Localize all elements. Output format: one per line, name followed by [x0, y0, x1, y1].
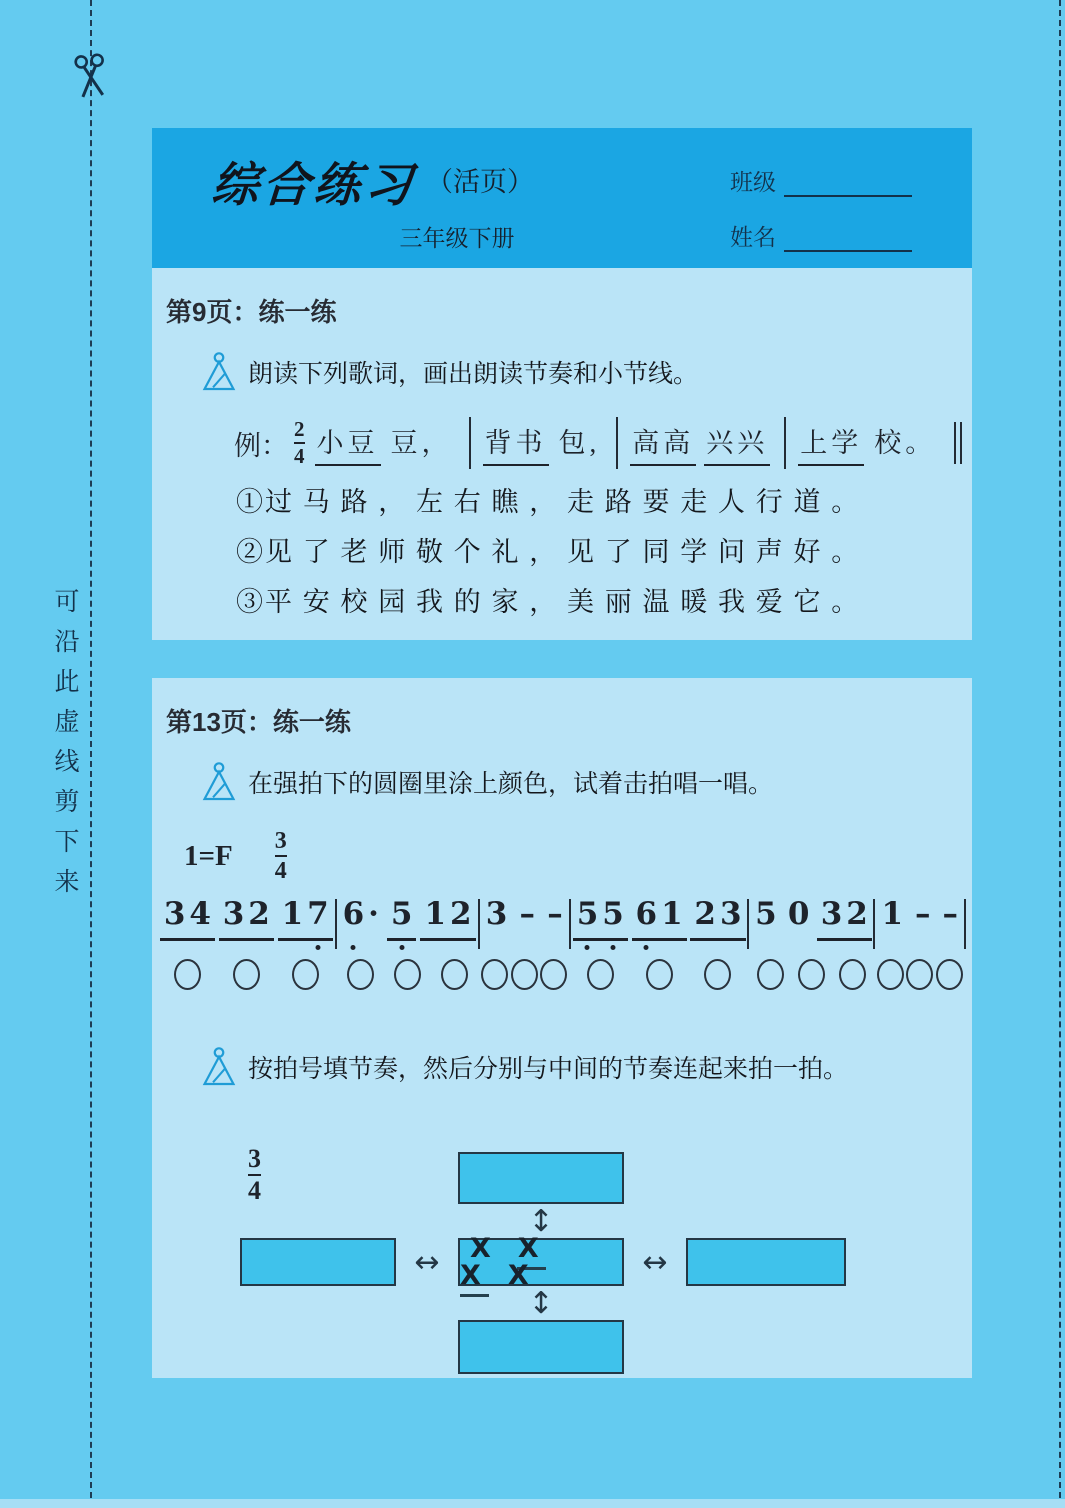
beat: [817, 897, 872, 941]
time-sig-denominator: 4: [248, 1176, 261, 1205]
page-title: 综合练习: [209, 160, 418, 212]
beat-circle[interactable]: [481, 959, 508, 990]
beat: [160, 897, 215, 941]
note: 0: [787, 896, 810, 932]
note: 2: [248, 896, 270, 932]
beat: [939, 897, 963, 941]
notes-row: [337, 897, 478, 949]
class-label: 班级: [730, 170, 776, 195]
beat: [543, 897, 567, 941]
section1-instruction: 朗读下列歌词，画出朗读节奏和小节线。: [248, 361, 699, 388]
note: –: [547, 896, 563, 932]
page-title-suffix: （活页）: [426, 167, 534, 197]
bar-line: [469, 417, 471, 469]
lyric-token: 上学: [798, 421, 864, 466]
time-sig-denominator: 4: [275, 855, 287, 883]
beat-circle[interactable]: [587, 959, 614, 990]
beat: [339, 897, 383, 941]
circles-row: [337, 959, 478, 990]
section2-instruction2-row: [202, 1046, 972, 1088]
rhythm-token: X: [470, 1233, 498, 1264]
beat-circle[interactable]: [646, 959, 673, 990]
lyric-token: 包,: [558, 427, 601, 458]
center-rhythm-tokens: [460, 1235, 622, 1289]
lyric-token: 兴兴: [704, 421, 770, 466]
notes-row: [749, 897, 873, 949]
diagram-grid: [240, 1152, 880, 1374]
triangle-instrument-icon: [202, 1046, 236, 1088]
beat: [482, 897, 512, 941]
circles-row: [571, 959, 748, 990]
rhythm-token: X: [507, 1260, 536, 1291]
note: 3: [485, 896, 508, 932]
triangle-instrument-icon: [202, 351, 236, 393]
rhythm-box-bottom[interactable]: [458, 1320, 624, 1374]
low-octave-dot: [399, 945, 404, 950]
cut-dashed-line: [90, 0, 92, 1508]
section2-instruction2: 按拍号填节奏，然后分别与中间的节奏连起来拍一拍。: [248, 1056, 849, 1083]
rhythm-diagram: [240, 1144, 880, 1374]
lyric-token: 小豆: [315, 421, 381, 466]
example-phrases: [315, 417, 963, 469]
horizontal-arrow-icon: ↔: [642, 1244, 668, 1280]
measure: [158, 897, 335, 990]
note: 6: [341, 897, 367, 933]
note: ·: [368, 896, 379, 932]
horizontal-arrow-icon: ↔: [414, 1244, 440, 1280]
beat: [690, 897, 745, 941]
header-band: [152, 128, 972, 268]
time-sig-numerator: 3: [274, 828, 287, 854]
notes-row: [875, 897, 964, 949]
note: 5: [389, 897, 415, 933]
beat: [573, 897, 628, 941]
beat-circle[interactable]: [936, 959, 963, 990]
page-subtitle: 三年级下册: [399, 226, 515, 251]
beat-circle[interactable]: [877, 959, 904, 990]
lyric-token: 豆，: [390, 427, 453, 458]
cut-dashed-line-right: [1059, 0, 1061, 1508]
section2-instruction1: 在强拍下的圆圈里涂上颜色，试着击拍唱一唱。: [248, 771, 774, 798]
circles-row: [158, 959, 335, 990]
key-row: [184, 829, 972, 883]
time-sig-numerator: 3: [248, 1144, 261, 1173]
measure: [337, 897, 478, 990]
circles-row: [480, 959, 569, 990]
note: 1: [281, 896, 304, 932]
note: 5: [575, 897, 601, 933]
notes-row: [480, 897, 569, 949]
low-octave-dot: [351, 945, 356, 950]
rhythm-box-left[interactable]: [240, 1238, 396, 1286]
beat: [877, 897, 907, 941]
beat-circle[interactable]: [839, 959, 866, 990]
note: 3: [820, 896, 843, 932]
class-field: [730, 164, 912, 197]
beat: [632, 897, 687, 941]
beat-circle[interactable]: [394, 959, 421, 990]
low-octave-dot: [315, 945, 320, 950]
time-sig-numerator: 2: [294, 417, 305, 441]
circles-row: [875, 959, 964, 990]
note: 2: [694, 896, 716, 932]
note: 2: [450, 896, 472, 932]
rhythm-token: X X: [460, 1233, 546, 1297]
time-sig-denominator: 4: [294, 444, 305, 468]
student-fields: [730, 164, 912, 274]
low-octave-dot: [611, 945, 616, 950]
section1-instruction-row: [202, 351, 972, 393]
section-page9: [152, 268, 972, 640]
beat-circle[interactable]: [906, 959, 933, 990]
vertical-arrow-icon: ↕: [528, 1285, 554, 1321]
example-line: [234, 417, 972, 469]
beat-circle[interactable]: [233, 959, 260, 990]
lyric-lines: [236, 480, 972, 619]
final-double-bar-line: [954, 422, 962, 464]
example-time-signature: [294, 419, 305, 467]
bar-line: [784, 417, 786, 469]
lyric-line: ①过 马 路 ， 左 右 瞧 ， 走 路 要 走 人 行 道 。: [236, 487, 861, 517]
low-octave-dot: [644, 945, 649, 950]
triangle-instrument-icon: [202, 761, 236, 803]
name-field: [730, 219, 912, 252]
section2-instruction1-row: [202, 761, 972, 803]
lyric-token: 高高: [630, 421, 696, 466]
note: 1: [661, 896, 683, 932]
note: –: [519, 896, 535, 932]
lyric-token: 校。: [874, 427, 937, 458]
note: 6: [634, 897, 660, 933]
note: 3: [163, 896, 186, 932]
note: 7: [305, 897, 331, 933]
score-notation: [158, 897, 966, 990]
page-bottom-strip: [0, 1499, 1065, 1508]
rhythm-box-top[interactable]: [458, 1152, 624, 1204]
final-bar-line: [964, 899, 966, 949]
beat: [751, 897, 781, 941]
beat-circle[interactable]: [347, 959, 374, 990]
rhythm-box-right[interactable]: [686, 1238, 846, 1286]
beat: [420, 897, 475, 941]
beat: [515, 897, 539, 941]
note: 3: [222, 896, 245, 932]
low-octave-dot: [585, 945, 590, 950]
beat-circle[interactable]: [540, 959, 567, 990]
measure: [480, 897, 569, 990]
beat-circle[interactable]: [174, 959, 201, 990]
note: 1: [424, 896, 447, 932]
beat: [784, 897, 814, 941]
note: 5: [600, 897, 626, 933]
example-label: 例：: [234, 430, 288, 461]
vertical-arrow-icon: ↕: [528, 1203, 554, 1239]
score-time-signature: [275, 829, 287, 883]
cut-instruction-vertical: 可沿此虚线剪下来: [51, 588, 78, 908]
beat-circle[interactable]: [757, 959, 784, 990]
key-signature: 1=F: [184, 839, 233, 872]
section1-heading: 第9页：练一练: [166, 297, 337, 327]
beat-circle[interactable]: [511, 959, 538, 990]
section-page13: [152, 678, 972, 1378]
beat-circle[interactable]: [441, 959, 468, 990]
beat-circle[interactable]: [704, 959, 731, 990]
measure: [749, 897, 873, 990]
note: –: [915, 896, 931, 932]
scissors-icon: [67, 50, 114, 107]
lyric-line: ③平 安 校 园 我 的 家 ， 美 丽 温 暖 我 爱 它 。: [236, 587, 861, 617]
note: 2: [846, 896, 868, 932]
note: 1: [881, 896, 904, 932]
circles-row: [749, 959, 873, 990]
note: 5: [755, 896, 777, 932]
name-label: 姓名: [730, 225, 776, 250]
beat: [911, 897, 935, 941]
beat-circle[interactable]: [798, 959, 825, 990]
class-input-line[interactable]: [784, 173, 912, 197]
note: 3: [719, 896, 742, 932]
beat-circle[interactable]: [292, 959, 319, 990]
measure: [571, 897, 748, 990]
notes-row: [571, 897, 748, 949]
bar-line: [616, 417, 618, 469]
measure: [875, 897, 964, 990]
diagram-time-signature: [248, 1146, 261, 1204]
beat: [278, 897, 333, 941]
section2-heading: 第13页：练一练: [166, 707, 351, 737]
lyric-line: ②见 了 老 师 敬 个 礼 ， 见 了 同 学 问 声 好 。: [236, 537, 861, 567]
beat: [387, 897, 417, 941]
note: 4: [189, 896, 211, 932]
note: –: [942, 896, 958, 932]
name-input-line[interactable]: [784, 228, 912, 252]
notes-row: [158, 897, 335, 949]
lyric-token: 背书: [483, 421, 549, 466]
rhythm-box-center: [458, 1233, 624, 1291]
beat: [219, 897, 274, 941]
